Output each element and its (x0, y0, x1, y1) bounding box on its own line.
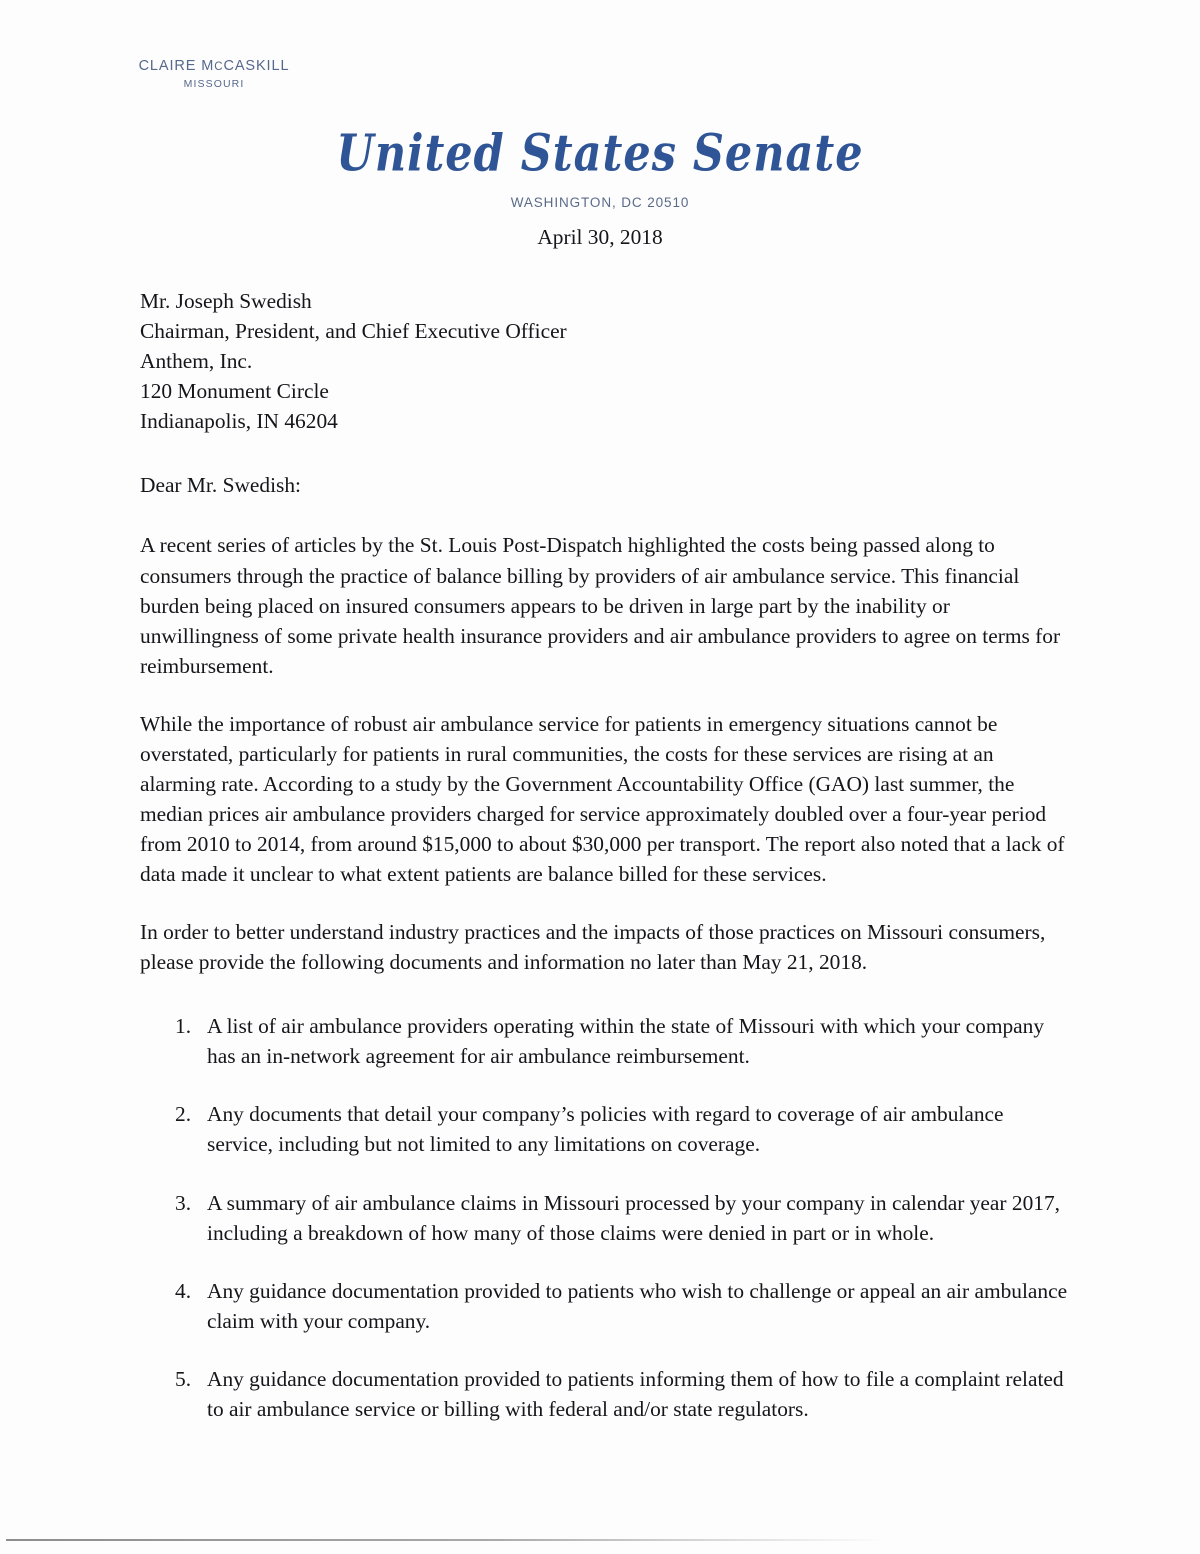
request-list (140, 1011, 1068, 1424)
list-item-number: 2. (175, 1102, 192, 1127)
list-item (140, 1099, 1068, 1159)
list-item-text: Any documents that detail your company’s policies with regard to coverage of air ambulance service, including but not limited to any limitations on coverage. (207, 1102, 1004, 1157)
senator-state: MISSOURI (183, 78, 245, 91)
body-paragraph: While the importance of robust air ambulance service for patients in emergency situations cannot be overstated, particularly for patients in rural communities, the costs for these services are rising at an alarming rate. According to a study by the Government Accountability Office (GAO) last summer, the median prices air ambulance providers charged for service approximately doubled over a four-year period from 2010 to 2014, from around $15,000 to about $30,000 per transport. The report also noted that a lack of data made it unclear to what extent patients are balance billed for these services. (140, 711, 1065, 887)
recipient-title: Chairman, President, and Chief Executive Officer (140, 319, 567, 344)
recipient-company: Anthem, Inc. (140, 349, 253, 374)
recipient-name: Mr. Joseph Swedish (140, 289, 312, 314)
list-item (140, 1276, 1068, 1336)
recipient-street: 120 Monument Circle (140, 379, 329, 404)
list-item-number: 3. (175, 1190, 192, 1215)
list-item-number: 4. (175, 1278, 192, 1303)
recipient-address (140, 286, 1068, 436)
senate-letterhead (64, 57, 364, 91)
scan-edge-artifact (6, 1539, 886, 1541)
list-item-text: Any guidance documentation provided to patients informing them of how to file a complaint related to air ambulance service or billing with federal and/or state regulators. (207, 1366, 1064, 1421)
list-item-text: A list of air ambulance providers operating within the state of Missouri with which your company has an in-network agreement for air ambulance reimbursement. (207, 1014, 1045, 1069)
body-paragraph: In order to better understand industry practices and the impacts of those practices on Missouri consumers, please provide the following documents and information no later than May 21, 2018. (140, 920, 1046, 975)
senator-name-part-3: CASKILL (223, 58, 290, 74)
senator-name (64, 57, 364, 75)
list-item-text: A summary of air ambulance claims in Missouri processed by your company in calendar year 2017, including a breakdown of how many of those claims were denied in part or in whole. (207, 1190, 1061, 1245)
list-item (140, 1364, 1068, 1424)
list-item-text: Any guidance documentation provided to patients who wish to challenge or appeal an air ambulance claim with your company. (207, 1278, 1068, 1333)
senator-name-part-1: CLAIRE M (138, 58, 215, 74)
salutation: Dear Mr. Swedish: (140, 473, 302, 498)
recipient-city-state-zip: Indianapolis, IN 46204 (140, 409, 338, 434)
list-item (140, 1188, 1068, 1248)
senator-name-part-2: C (214, 61, 224, 73)
senate-title: United States Senate (336, 124, 864, 184)
list-item (140, 1011, 1068, 1071)
masthead (0, 124, 1200, 211)
body-paragraph: A recent series of articles by the St. Louis Post-Dispatch highlighted the costs being passed along to consumers through the practice of balance billing by providers of air ambulance service. This financial burden being placed on insured consumers appears to be driven in large part by the inability or unwillingness of some private health insurance providers and air ambulance providers to agree on terms for reimbursement. (140, 533, 1061, 678)
letter-date: April 30, 2018 (537, 225, 663, 249)
senate-location: WASHINGTON, DC 20510 (510, 195, 690, 211)
list-item-number: 5. (175, 1366, 192, 1391)
letter-body (140, 222, 1068, 1424)
list-item-number: 1. (175, 1014, 192, 1039)
